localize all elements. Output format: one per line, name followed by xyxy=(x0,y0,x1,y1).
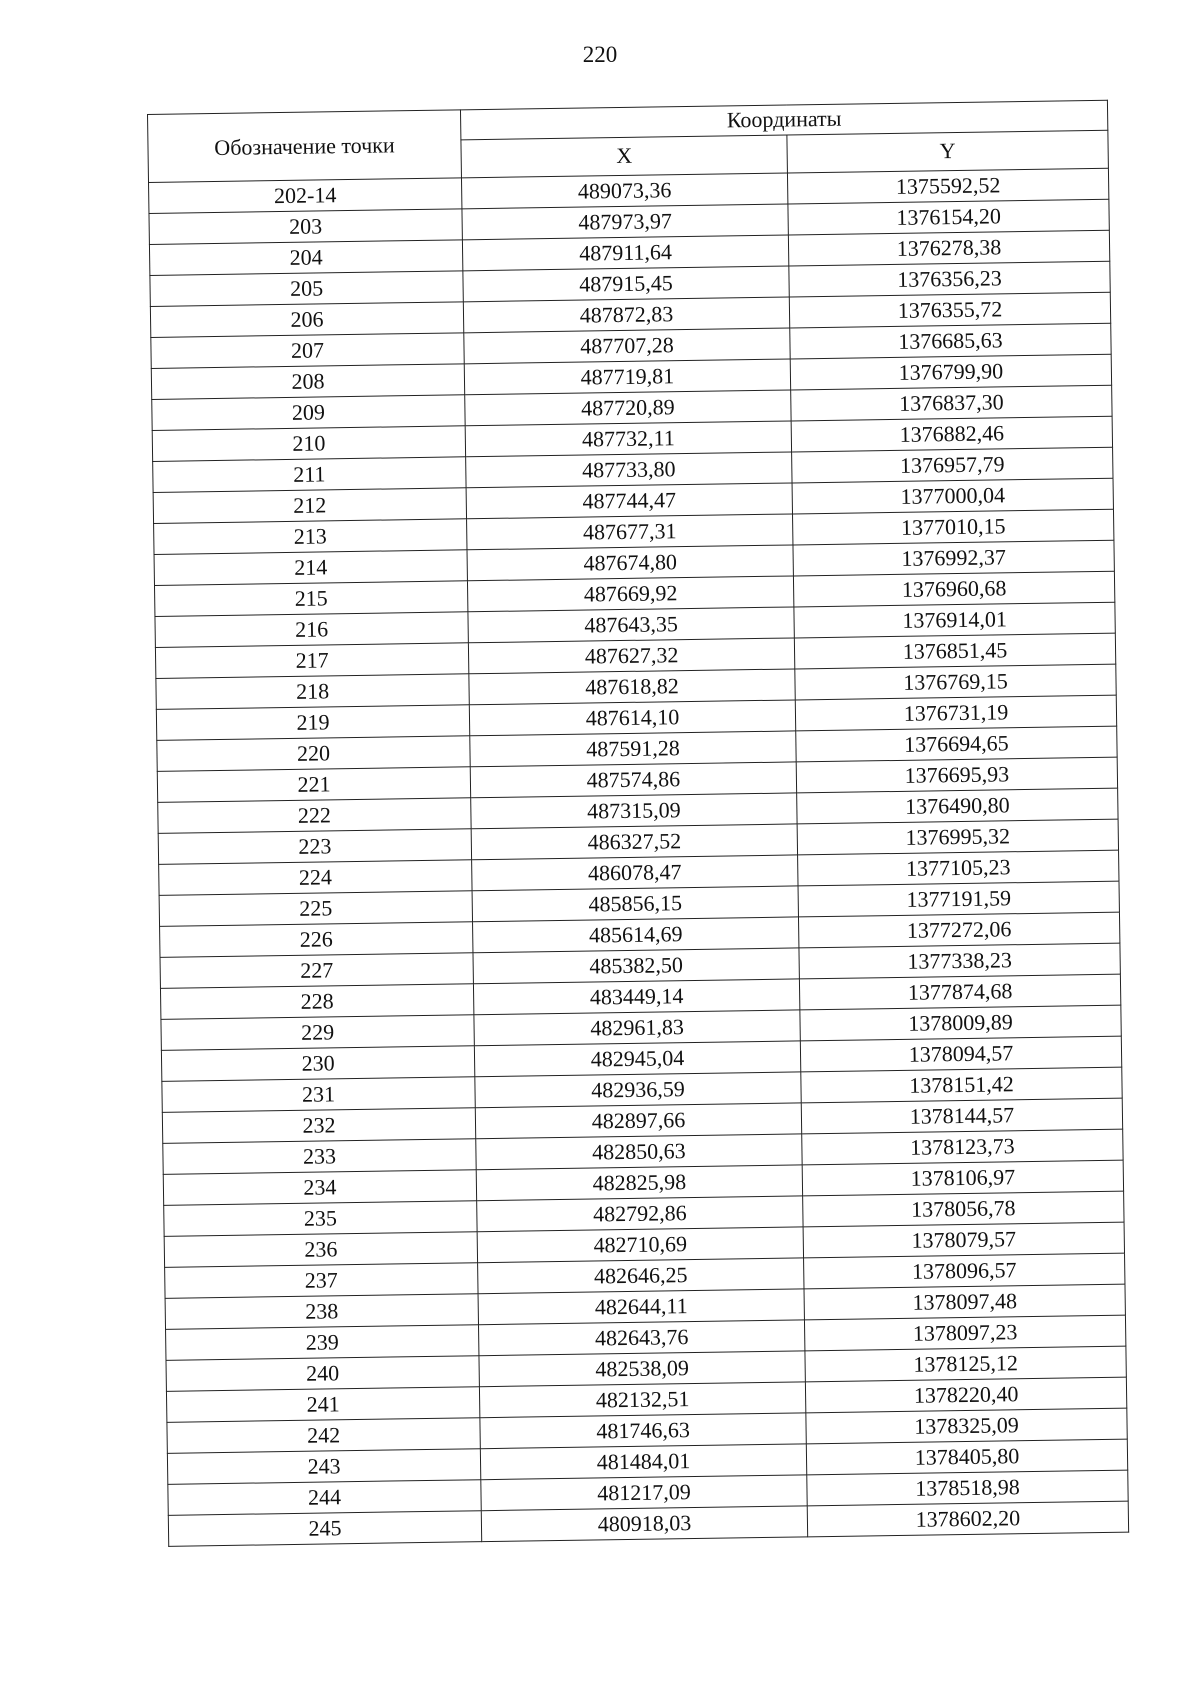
y-cell: 1377874,68 xyxy=(799,974,1120,1010)
x-cell: 481484,01 xyxy=(480,1444,806,1480)
table-body xyxy=(149,168,1129,1546)
y-cell: 1376851,45 xyxy=(794,633,1115,669)
y-cell: 1376882,46 xyxy=(791,416,1112,452)
y-cell: 1376769,15 xyxy=(795,664,1116,700)
x-cell: 487574,86 xyxy=(470,762,796,798)
y-cell: 1378094,57 xyxy=(800,1036,1121,1072)
x-cell: 487720,89 xyxy=(465,390,791,426)
x-cell: 487627,32 xyxy=(468,638,794,674)
x-cell: 482710,69 xyxy=(477,1227,803,1263)
point-cell: 213 xyxy=(154,519,467,555)
y-cell: 1376799,90 xyxy=(790,354,1111,390)
x-cell: 487674,80 xyxy=(467,545,793,581)
x-cell: 482961,83 xyxy=(474,1010,800,1046)
y-cell: 1376278,38 xyxy=(788,230,1109,266)
header-point-designation: Обозначение точки xyxy=(148,110,462,183)
point-cell: 226 xyxy=(160,922,473,958)
point-cell: 238 xyxy=(165,1294,478,1330)
point-cell: 204 xyxy=(149,240,462,276)
x-cell: 487591,28 xyxy=(470,731,796,767)
y-cell: 1377010,15 xyxy=(793,509,1114,545)
y-cell: 1376995,32 xyxy=(797,819,1118,855)
point-cell: 202-14 xyxy=(149,178,462,214)
point-cell: 218 xyxy=(156,674,469,710)
x-cell: 487669,92 xyxy=(467,576,793,612)
point-cell: 205 xyxy=(150,271,463,307)
y-cell: 1377191,59 xyxy=(798,881,1119,917)
y-cell: 1378518,98 xyxy=(807,1470,1128,1506)
x-cell: 487614,10 xyxy=(469,700,795,736)
header-y: Y xyxy=(787,130,1109,173)
point-cell: 244 xyxy=(168,1480,481,1516)
x-cell: 482936,59 xyxy=(475,1072,801,1108)
x-cell: 482646,25 xyxy=(478,1258,804,1294)
point-cell: 231 xyxy=(162,1077,475,1113)
x-cell: 482850,63 xyxy=(476,1134,802,1170)
x-cell: 487618,82 xyxy=(469,669,795,705)
x-cell: 487973,97 xyxy=(462,204,788,240)
point-cell: 242 xyxy=(167,1418,480,1454)
y-cell: 1376960,68 xyxy=(793,571,1114,607)
point-cell: 215 xyxy=(154,581,467,617)
point-cell: 227 xyxy=(160,953,473,989)
x-cell: 482643,76 xyxy=(478,1320,804,1356)
point-cell: 225 xyxy=(159,891,472,927)
point-cell: 208 xyxy=(151,364,464,400)
x-cell: 482644,11 xyxy=(478,1289,804,1325)
y-cell: 1378097,23 xyxy=(804,1315,1125,1351)
y-cell: 1376837,30 xyxy=(791,385,1112,421)
point-cell: 211 xyxy=(153,457,466,493)
y-cell: 1378079,57 xyxy=(803,1222,1124,1258)
y-cell: 1378405,80 xyxy=(806,1439,1127,1475)
x-cell: 487911,64 xyxy=(462,235,788,271)
x-cell: 481217,09 xyxy=(481,1475,807,1511)
x-cell: 482945,04 xyxy=(474,1041,800,1077)
point-cell: 221 xyxy=(157,767,470,803)
y-cell: 1378056,78 xyxy=(803,1191,1124,1227)
y-cell: 1378097,48 xyxy=(804,1284,1125,1320)
coordinates-table xyxy=(147,100,1129,1547)
point-cell: 216 xyxy=(155,612,468,648)
x-cell: 487915,45 xyxy=(463,266,789,302)
point-cell: 209 xyxy=(152,395,465,431)
x-cell: 482132,51 xyxy=(479,1382,805,1418)
y-cell: 1376731,19 xyxy=(795,695,1116,731)
page-number: 220 xyxy=(582,42,618,67)
y-cell: 1376694,65 xyxy=(796,726,1117,762)
x-cell: 487315,09 xyxy=(471,793,797,829)
x-cell: 483449,14 xyxy=(473,979,799,1015)
point-cell: 228 xyxy=(160,984,473,1020)
y-cell: 1376154,20 xyxy=(788,199,1109,235)
x-cell: 487744,47 xyxy=(466,483,792,519)
point-cell: 229 xyxy=(161,1015,474,1051)
y-cell: 1378123,73 xyxy=(802,1129,1123,1165)
y-cell: 1378144,57 xyxy=(801,1098,1122,1134)
point-cell: 236 xyxy=(164,1232,477,1268)
y-cell: 1375592,52 xyxy=(787,168,1108,204)
point-cell: 239 xyxy=(166,1325,479,1361)
point-cell: 241 xyxy=(166,1387,479,1423)
header-coordinates: Координаты xyxy=(460,100,1107,139)
point-cell: 212 xyxy=(153,488,466,524)
x-cell: 489073,36 xyxy=(461,173,787,209)
point-cell: 232 xyxy=(162,1108,475,1144)
coordinates-table-container xyxy=(147,100,1128,1547)
point-cell: 243 xyxy=(167,1449,480,1485)
point-cell: 245 xyxy=(168,1511,481,1547)
x-cell: 485856,15 xyxy=(472,886,798,922)
y-cell: 1378325,09 xyxy=(806,1408,1127,1444)
x-cell: 481746,63 xyxy=(480,1413,806,1449)
x-cell: 482538,09 xyxy=(479,1351,805,1387)
y-cell: 1378125,12 xyxy=(805,1346,1126,1382)
x-cell: 487872,83 xyxy=(463,297,789,333)
point-cell: 207 xyxy=(151,333,464,369)
y-cell: 1377338,23 xyxy=(799,943,1120,979)
y-cell: 1378220,40 xyxy=(805,1377,1126,1413)
point-cell: 224 xyxy=(159,860,472,896)
y-cell: 1376356,23 xyxy=(789,261,1110,297)
point-cell: 214 xyxy=(154,550,467,586)
point-cell: 220 xyxy=(157,736,470,772)
point-cell: 222 xyxy=(158,798,471,834)
y-cell: 1376992,37 xyxy=(793,540,1114,576)
point-cell: 234 xyxy=(163,1170,476,1206)
y-cell: 1377272,06 xyxy=(798,912,1119,948)
point-cell: 206 xyxy=(150,302,463,338)
y-cell: 1376957,79 xyxy=(792,447,1113,483)
x-cell: 482825,98 xyxy=(476,1165,802,1201)
point-cell: 235 xyxy=(164,1201,477,1237)
point-cell: 230 xyxy=(161,1046,474,1082)
x-cell: 486327,52 xyxy=(471,824,797,860)
y-cell: 1376914,01 xyxy=(794,602,1115,638)
y-cell: 1378106,97 xyxy=(802,1160,1123,1196)
y-cell: 1376685,63 xyxy=(790,323,1111,359)
point-cell: 219 xyxy=(156,705,469,741)
y-cell: 1376355,72 xyxy=(789,292,1110,328)
x-cell: 485614,69 xyxy=(473,917,799,953)
y-cell: 1378009,89 xyxy=(800,1005,1121,1041)
y-cell: 1377105,23 xyxy=(798,850,1119,886)
x-cell: 487707,28 xyxy=(464,328,790,364)
y-cell: 1378096,57 xyxy=(804,1253,1125,1289)
x-cell: 482897,66 xyxy=(475,1103,801,1139)
x-cell: 482792,86 xyxy=(477,1196,803,1232)
x-cell: 486078,47 xyxy=(472,855,798,891)
y-cell: 1378151,42 xyxy=(801,1067,1122,1103)
header-x: X xyxy=(461,135,788,178)
y-cell: 1378602,20 xyxy=(807,1501,1128,1537)
point-cell: 240 xyxy=(166,1356,479,1392)
point-cell: 233 xyxy=(163,1139,476,1175)
x-cell: 487643,35 xyxy=(468,607,794,643)
x-cell: 487719,81 xyxy=(464,359,790,395)
point-cell: 237 xyxy=(165,1263,478,1299)
x-cell: 487677,31 xyxy=(467,514,793,550)
point-cell: 223 xyxy=(158,829,471,865)
y-cell: 1377000,04 xyxy=(792,478,1113,514)
point-cell: 203 xyxy=(149,209,462,245)
point-cell: 210 xyxy=(152,426,465,462)
x-cell: 480918,03 xyxy=(481,1506,807,1542)
x-cell: 485382,50 xyxy=(473,948,799,984)
y-cell: 1376490,80 xyxy=(797,788,1118,824)
x-cell: 487732,11 xyxy=(465,421,791,457)
point-cell: 217 xyxy=(155,643,468,679)
y-cell: 1376695,93 xyxy=(796,757,1117,793)
x-cell: 487733,80 xyxy=(466,452,792,488)
